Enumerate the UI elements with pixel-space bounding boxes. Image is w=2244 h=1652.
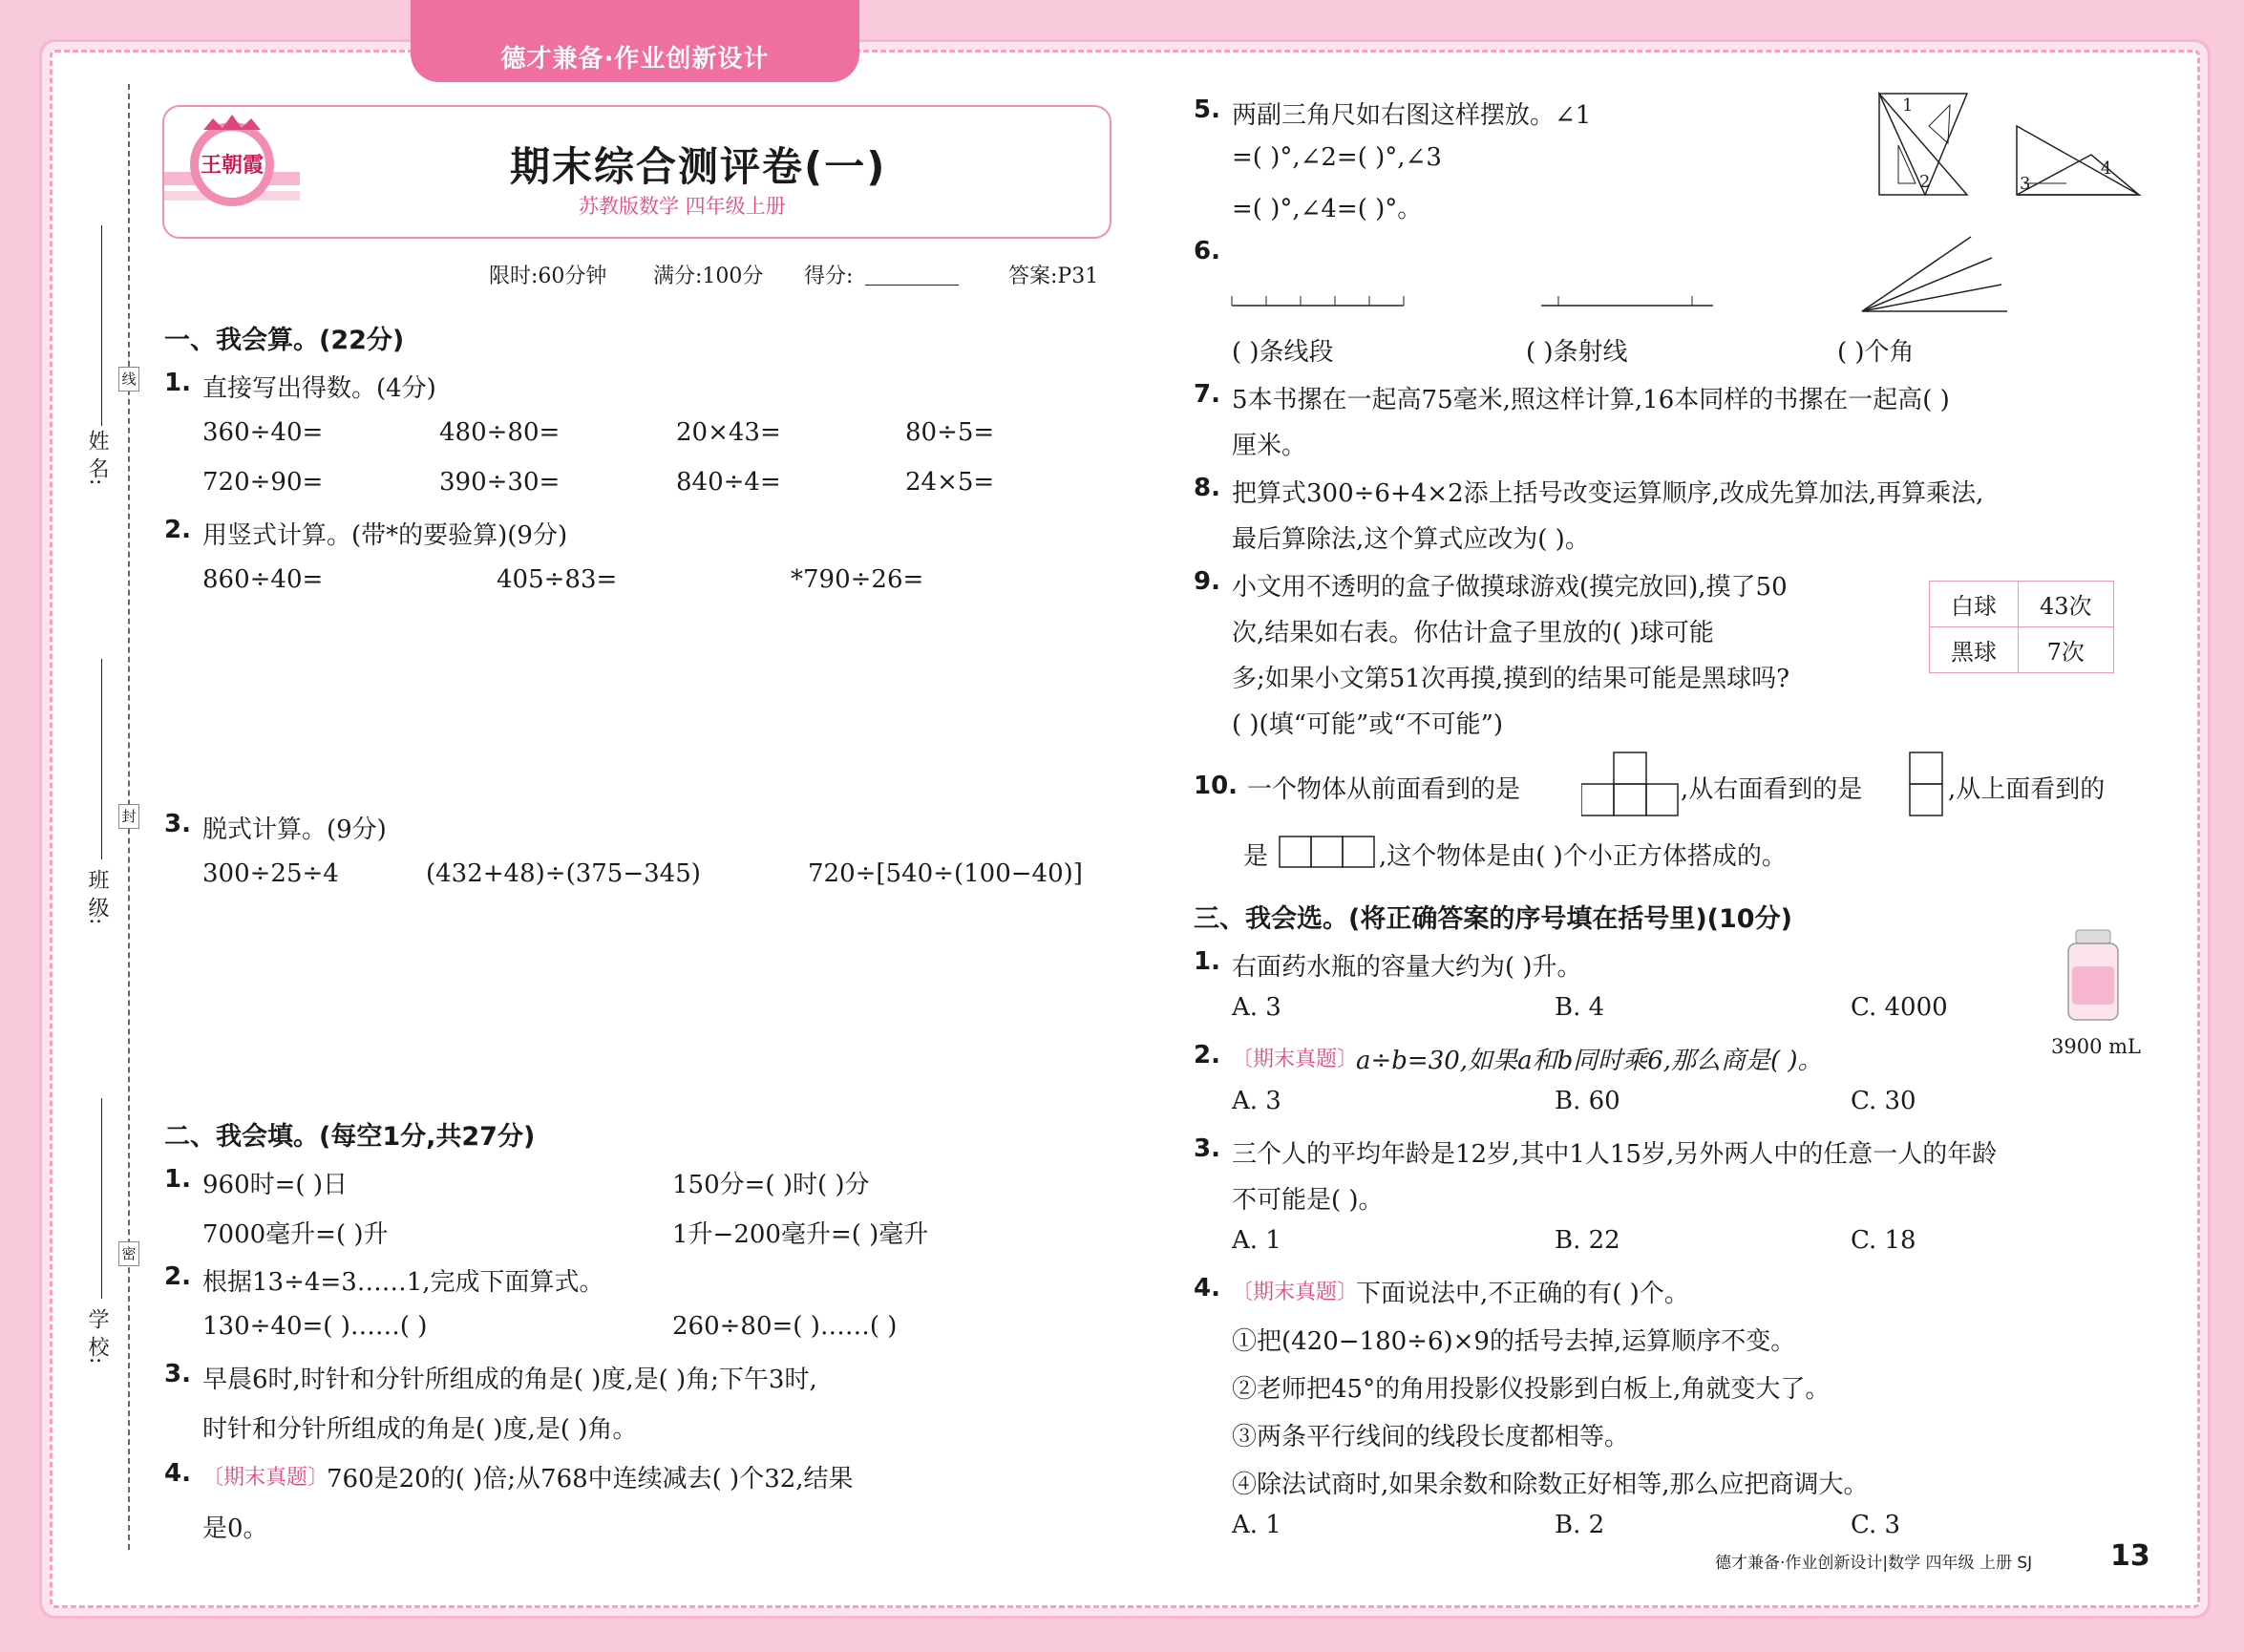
s1-q2-item: 405÷83= xyxy=(497,565,618,594)
s2-q10-number: 10. xyxy=(1194,772,1238,800)
s2-q5-line1: 两副三角尺如右图这样摆放。∠1 xyxy=(1232,101,1592,130)
footer-text: 德才兼备·作业创新设计|数学 四年级 上册 SJ xyxy=(1715,1554,2033,1573)
score-label: 得分: xyxy=(804,265,854,288)
table-cell: 黑球 xyxy=(1930,627,2019,673)
header-tab-text: 德才兼备·作业创新设计 xyxy=(500,45,770,74)
s1-q3-number: 3. xyxy=(164,810,191,838)
s2-q8-line2: 最后算除法,这个算式应改为( )。 xyxy=(1232,525,1590,554)
angle-label: 3 xyxy=(2020,174,2031,194)
s3-q3-opt: A. 1 xyxy=(1232,1226,1281,1255)
section-3-title: 三、我会选。(将正确答案的序号填在括号里)(10分) xyxy=(1194,904,1792,934)
s1-q1-text: 直接写出得数。(4分) xyxy=(202,374,436,403)
s2-q2-a: 130÷40=( )……( ) xyxy=(202,1312,428,1341)
answer-ref: 答案:P31 xyxy=(1008,265,1099,288)
s2-q7-line2: 厘米。 xyxy=(1232,432,1307,460)
s3-q3-line1: 三个人的平均年龄是12岁,其中1人15岁,另外两人中的任意一人的年龄 xyxy=(1232,1140,1998,1169)
segment-figure xyxy=(1230,286,1406,313)
table-cell: 43次 xyxy=(2019,582,2114,627)
s2-q1-a: 960时=( )日 xyxy=(202,1171,348,1199)
time-limit: 限时:60分钟 xyxy=(489,265,607,288)
s2-q5-line3: =( )°,∠4=( )°。 xyxy=(1232,195,1423,223)
s3-q3-line2: 不可能是( )。 xyxy=(1232,1186,1384,1215)
s2-q3-number: 3. xyxy=(164,1360,191,1388)
medicine-bottle-icon xyxy=(2063,928,2124,1027)
class-blank-line xyxy=(101,659,102,859)
s2-q8-number: 8. xyxy=(1194,474,1220,502)
s3-q3-opt: B. 22 xyxy=(1555,1226,1620,1255)
s2-q1-b: 150分=( )时( )分 xyxy=(672,1171,870,1199)
s3-q3-opt: C. 18 xyxy=(1851,1226,1916,1255)
s1-q2-text: 用竖式计算。(带*的要验算)(9分) xyxy=(202,521,568,550)
s1-q1-item: 80÷5= xyxy=(905,418,995,447)
s1-q1-item: 840÷4= xyxy=(676,468,781,497)
s1-q1-item: 480÷80= xyxy=(439,418,561,447)
s3-q1-opt: C. 4000 xyxy=(1851,993,1948,1022)
s2-q1-number: 1. xyxy=(164,1165,191,1194)
seal-mark-feng: 封 xyxy=(118,804,139,829)
s2-q10-text-c: ,从上面看到的 xyxy=(1948,775,2106,804)
s3-q3-number: 3. xyxy=(1194,1134,1220,1163)
s2-q10-text-b: ,从右面看到的是 xyxy=(1681,775,1863,804)
logo-text: 王朝霞 xyxy=(200,154,265,178)
s2-q2-text: 根据13÷4=3……1,完成下面算式。 xyxy=(202,1268,604,1297)
s2-q4-number: 4. xyxy=(164,1459,191,1488)
page-number: 13 xyxy=(2110,1539,2150,1573)
s3-q4-number: 4. xyxy=(1194,1274,1220,1303)
angle-figure xyxy=(1858,233,2011,319)
brand-logo xyxy=(160,105,304,235)
name-blank-line xyxy=(101,225,102,426)
s3-q2-opt: C. 30 xyxy=(1851,1087,1916,1115)
s3-q4-opt: B. 2 xyxy=(1555,1511,1605,1539)
s3-q4-text: 下面说法中,不正确的有( )个。 xyxy=(1356,1280,1689,1308)
s1-q1-item: 24×5= xyxy=(905,468,995,497)
table-row xyxy=(1930,627,2114,673)
s1-q2-number: 2. xyxy=(164,516,191,544)
side-view-figure xyxy=(1908,751,1944,821)
s2-q4-tag: 〔期末真题〕 xyxy=(202,1466,329,1490)
s2-q10-text-a: 一个物体从前面看到的是 xyxy=(1247,775,1521,804)
top-view-figure xyxy=(1278,835,1377,873)
s2-q4-line1: 760是20的( )倍;从768中连续减去( )个32,结果 xyxy=(327,1465,854,1493)
s3-q1-opt: B. 4 xyxy=(1555,993,1605,1022)
s1-q3-item: 300÷25÷4 xyxy=(202,859,339,888)
s2-q7-line1: 5本书摞在一起高75毫米,照这样计算,16本同样的书摞在一起高( ) xyxy=(1232,386,1950,414)
s3-q4-opt: C. 3 xyxy=(1851,1511,1901,1539)
s1-q1-number: 1. xyxy=(164,369,191,397)
s2-q9-number: 9. xyxy=(1194,567,1220,596)
s2-q4-line2: 是0。 xyxy=(202,1514,268,1543)
s3-q4-statement: ①把(420−180÷6)×9的括号去掉,运算顺序不变。 xyxy=(1232,1327,1796,1356)
s2-q8-line1: 把算式300÷6+4×2添上括号改变运算顺序,改成先算加法,再算乘法, xyxy=(1232,479,1984,508)
angle-label: 2 xyxy=(1919,172,1931,192)
seal-mark-xian: 线 xyxy=(118,367,139,392)
section-2-title: 二、我会填。(每空1分,共27分) xyxy=(164,1122,536,1152)
s3-q2-number: 2. xyxy=(1194,1041,1220,1070)
s1-q1-item: 720÷90= xyxy=(202,468,324,497)
s2-q6-number: 6. xyxy=(1194,237,1220,265)
s1-q1-item: 360÷40= xyxy=(202,418,324,447)
s1-q1-item: 390÷30= xyxy=(439,468,561,497)
section-1-title: 一、我会算。(22分) xyxy=(164,326,405,355)
triangle-figure xyxy=(1872,88,2149,206)
header-tab xyxy=(411,0,859,82)
angle-label: 1 xyxy=(1902,95,1914,116)
angle-label: 4 xyxy=(2101,159,2112,179)
s2-q6-b: ( )条射线 xyxy=(1526,338,1628,367)
s1-q3-item: 720÷[540÷(100−40)] xyxy=(808,859,1083,888)
full-score: 满分:100分 xyxy=(653,265,764,288)
s3-q1-text: 右面药水瓶的容量大约为( )升。 xyxy=(1232,953,1582,982)
s2-q6-c: ( )个角 xyxy=(1837,338,1915,367)
bottle-capacity: 3900 mL xyxy=(2051,1035,2141,1058)
s1-q3-item: (432+48)÷(375−345) xyxy=(426,859,701,888)
front-view-figure xyxy=(1581,751,1679,821)
s1-q1-item: 20×43= xyxy=(676,418,781,447)
s1-q2-item: *790÷26= xyxy=(791,565,924,594)
page-subtitle: 苏教版数学 四年级上册 xyxy=(579,195,786,218)
s3-q1-opt: A. 3 xyxy=(1232,993,1281,1022)
table-row xyxy=(1930,582,2114,627)
s3-q2-text: a÷b=30,如果a和b同时乘6,那么商是( )。 xyxy=(1356,1047,1823,1075)
school-label: 学 校: xyxy=(85,1308,109,1365)
s2-q5-line2: =( )°,∠2=( )°,∠3 xyxy=(1232,143,1442,172)
s3-q4-tag: 〔期末真题〕 xyxy=(1232,1281,1359,1304)
table-cell: 白球 xyxy=(1930,582,2019,627)
s2-q5-number: 5. xyxy=(1194,95,1220,124)
page-title: 期末综合测评卷(一) xyxy=(510,143,887,190)
s2-q9-line1: 小文用不透明的盒子做摸球游戏(摸完放回),摸了50 xyxy=(1232,573,1788,602)
s2-q2-number: 2. xyxy=(164,1262,191,1291)
s2-q2-b: 260÷80=( )……( ) xyxy=(672,1312,898,1341)
s3-q2-opt: A. 3 xyxy=(1232,1087,1281,1115)
ball-table xyxy=(1929,581,2114,673)
s3-q4-statement: ④除法试商时,如果余数和除数正好相等,那么应把商调大。 xyxy=(1232,1471,1869,1499)
s2-q3-line2: 时针和分针所组成的角是( )度,是( )角。 xyxy=(202,1415,638,1444)
s2-q9-line2: 次,结果如右表。你估计盒子里放的( )球可能 xyxy=(1232,619,1714,647)
seal-mark-mi: 密 xyxy=(118,1241,139,1266)
name-label: 姓 名: xyxy=(85,430,109,486)
s3-q4-statement: ③两条平行线间的线段长度都相等。 xyxy=(1232,1423,1630,1451)
s2-q9-line4: ( )(填“可能”或“不可能”) xyxy=(1232,710,1504,739)
s2-q6-a: ( )条线段 xyxy=(1232,338,1334,367)
s3-q4-opt: A. 1 xyxy=(1232,1511,1281,1539)
score-blank[interactable] xyxy=(865,285,959,286)
s3-q2-tag: 〔期末真题〕 xyxy=(1232,1048,1359,1071)
s3-q1-number: 1. xyxy=(1194,947,1220,976)
s2-q10-text-d: 是 xyxy=(1243,842,1269,871)
s3-q2-opt: B. 60 xyxy=(1555,1087,1620,1115)
s2-q10-text-e: ,这个物体是由( )个小正方体搭成的。 xyxy=(1379,842,1787,871)
s2-q1-c: 7000毫升=( )升 xyxy=(202,1220,389,1249)
table-cell: 7次 xyxy=(2019,627,2114,673)
ray-figure xyxy=(1539,286,1715,313)
s2-q9-line3: 多;如果小文第51次再摸,摸到的结果可能是黑球吗? xyxy=(1232,665,1790,693)
s2-q7-number: 7. xyxy=(1194,380,1220,409)
class-label: 班 级: xyxy=(85,869,109,925)
s1-q3-text: 脱式计算。(9分) xyxy=(202,815,387,844)
s1-q2-item: 860÷40= xyxy=(202,565,324,594)
s3-q4-statement: ②老师把45°的角用投影仪投影到白板上,角就变大了。 xyxy=(1232,1375,1831,1404)
s2-q3-line1: 早晨6时,时针和分针所组成的角是( )度,是( )角;下午3时, xyxy=(202,1366,817,1394)
s2-q1-d: 1升−200毫升=( )毫升 xyxy=(672,1220,929,1249)
school-blank-line xyxy=(101,1098,102,1299)
